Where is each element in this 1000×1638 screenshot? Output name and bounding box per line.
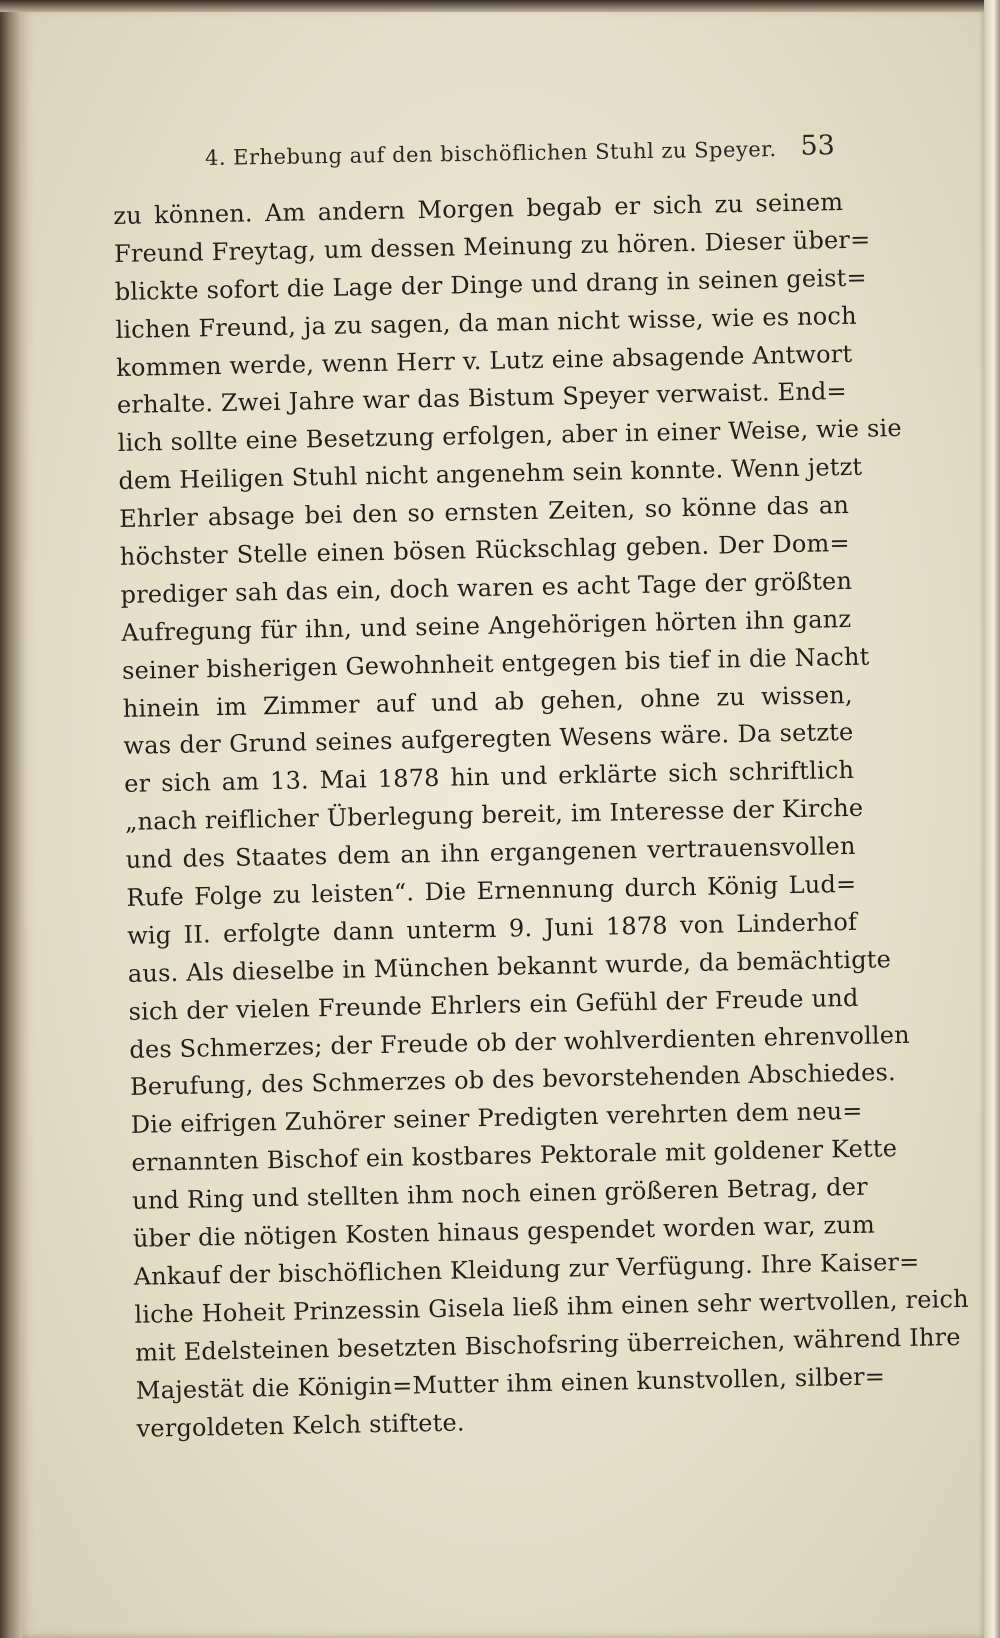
text-line: Berufung, des Schmerzes ob des bevorstehenden Abschiedes. bbox=[129, 1058, 897, 1102]
text-line: des Schmerzes; der Freude ob der wohlverdienten ehrenvollen bbox=[129, 1020, 911, 1064]
text-line: Die eifrigen Zuhörer seiner Predigten verehrten dem neu= bbox=[130, 1097, 863, 1140]
text-line: mit Edelsteinen besetzten Bischofsring überreichen, während Ihre bbox=[134, 1322, 961, 1367]
text-line: aus. Als dieselbe in München bekannt wurde, da bemächtigte bbox=[127, 945, 892, 988]
text-line: zu können. Am andern Morgen begab er sich zu seinem bbox=[113, 187, 844, 230]
top-edge bbox=[0, 0, 1000, 12]
text-line: was der Grund seines aufgeregten Wesens wäre. Da setzte bbox=[123, 718, 854, 761]
chapter-title: 4. Erhebung auf den bischöflichen Stuhl zu Speyer. bbox=[204, 137, 777, 170]
text-line: Aufregung für ihn, und seine Angehörigen hörten ihn ganz bbox=[121, 604, 852, 647]
text-line: blickte sofort die Lage der Dinge und drang in seinen geist= bbox=[114, 263, 868, 306]
text-line: wig II. erfolgte dann unterm 9. Juni 1878 von Linderhof bbox=[126, 907, 858, 950]
text-line: ernannten Bischof ein kostbares Pektorale mit goldener Kette bbox=[131, 1134, 898, 1178]
text-line: kommen werde, wenn Herr v. Lutz eine absagende Antwort bbox=[115, 339, 853, 382]
text-line: Ankauf der bischöflichen Kleidung zur Verfügung. Ihre Kaiser= bbox=[133, 1247, 920, 1291]
text-line: seiner bisherigen Gewohnheit entgegen bis tief in die Nacht bbox=[121, 642, 870, 685]
text-line: lichen Freund, ja zu sagen, da man nicht wisse, wie es noch bbox=[115, 301, 857, 344]
body-text bbox=[113, 184, 970, 1448]
book-spine-edge bbox=[0, 0, 22, 1638]
page-number: 53 bbox=[800, 130, 836, 162]
text-line: prediger sah das ein, doch waren es acht Tage der größten bbox=[120, 566, 853, 609]
text-line: erhalte. Zwei Jahre war das Bistum Speyer verwaist. End= bbox=[116, 377, 848, 420]
text-line: liche Hoheit Prinzessin Gisela ließ ihm einen sehr wertvollen, reich bbox=[134, 1284, 970, 1329]
page-stack-edge bbox=[984, 0, 1000, 1638]
text-line: „nach reiflicher Überlegung bereit, im Interesse der Kirche bbox=[124, 793, 864, 837]
text-line-last: vergoldeten Kelch stiftete. bbox=[136, 1407, 466, 1443]
text-line: über die nötigen Kosten hinaus gespendet worden war, zum bbox=[132, 1210, 876, 1253]
text-line: höchster Stelle einen bösen Rückschlag geben. Der Dom= bbox=[119, 528, 851, 571]
text-line: Rufe Folge zu leisten“. Die Ernennung durch König Lud= bbox=[126, 869, 857, 912]
text-line: hinein im Zimmer auf und ab gehen, ohne zu wissen, bbox=[122, 680, 853, 723]
text-line: Ehrler absage bei den so ernsten Zeiten, so könne das an bbox=[118, 491, 850, 534]
text-line: und Ring und stellten ihm noch einen größeren Betrag, der bbox=[131, 1172, 869, 1215]
text-line: er sich am 13. Mai 1878 hin und erklärte sich schriftlich bbox=[123, 756, 855, 799]
text-line: und des Staates dem an ihn ergangenen vertrauensvollen bbox=[125, 832, 856, 875]
text-line: Majestät die Königin=Mutter ihm einen kunstvollen, silber= bbox=[135, 1362, 886, 1405]
text-line: Freund Freytag, um dessen Meinung zu hören. Dieser über= bbox=[113, 225, 871, 268]
text-line: dem Heiligen Stuhl nicht angenehm sein konnte. Wenn jetzt bbox=[118, 452, 863, 496]
text-line: sich der vielen Freunde Ehrlers ein Gefühl der Freude und bbox=[128, 983, 859, 1026]
text-line: lich sollte eine Besetzung erfolgen, aber in einer Weise, wie sie bbox=[117, 414, 902, 458]
